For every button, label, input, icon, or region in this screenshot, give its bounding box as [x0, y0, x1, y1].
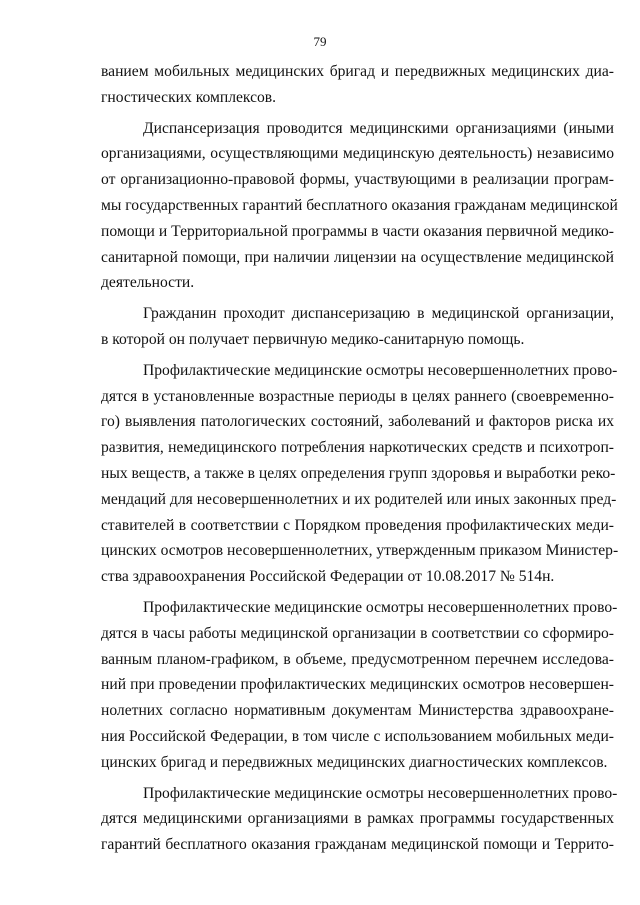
text-line: ний при проведении профилактических медицинских осмотров несовершен- [101, 676, 614, 694]
text-line: го) выявления патологических состояний, заболеваний и факторов риска их [101, 413, 614, 431]
text-line: цинских осмотров несовершеннолетних, утвержденным приказом Министер- [101, 542, 619, 560]
text-line: Профилактические медицинские осмотры несовершеннолетних прово- [143, 784, 618, 802]
text-line: Профилактические медицинские осмотры несовершеннолетних прово- [143, 598, 618, 616]
text-line: дятся в установленные возрастные периоды в целях раннего (своевременно- [101, 387, 614, 405]
paragraph [101, 781, 618, 858]
paragraph [101, 59, 614, 111]
text-line: организациями, осуществляющими медицинскую деятельность) независимо [101, 145, 614, 163]
text-line: ния Российской Федерации, в том числе с использованием мобильных меди- [101, 727, 614, 745]
text-line: ных веществ, а также в целях определения групп здоровья и выработки реко- [101, 464, 616, 482]
text-line: развития, немедицинского потребления наркотических средств и психотроп- [101, 439, 614, 457]
text-line: от организационно-правовой формы, участвующими в реализации програм- [101, 171, 614, 189]
text-line: гностических комплексов. [101, 88, 277, 106]
text-line: Диспансеризация проводится медицинскими организациями (иными [143, 119, 614, 137]
paragraph [101, 358, 619, 590]
text-line: гарантий бесплатного оказания гражданам медицинской помощи и Террито- [101, 836, 614, 854]
text-line: Гражданин проходит диспансеризацию в медицинской организации, [143, 305, 614, 323]
text-line: дятся медицинскими организациями в рамках программы государственных [101, 810, 614, 828]
text-line: деятельности. [101, 274, 195, 292]
text-line: в которой он получает первичную медико-санитарную помощь. [101, 330, 525, 348]
text-line: Профилактические медицинские осмотры несовершеннолетних прово- [143, 361, 618, 379]
text-line: ванным планом-графиком, в объеме, предусмотренном перечнем исследова- [101, 650, 614, 668]
paragraph [101, 116, 618, 297]
text-line: ванием мобильных медицинских бригад и передвижных медицинских диа- [101, 63, 614, 80]
paragraph [101, 595, 618, 776]
paragraph [101, 301, 614, 353]
text-line: цинских бригад и передвижных медицинских диагностических комплексов. [101, 753, 608, 771]
text-line: помощи и Территориальной программы в части оказания первичной медико- [101, 222, 614, 240]
text-line: ставителей в соответствии с Порядком проведения профилактических меди- [101, 516, 614, 534]
document-body [101, 59, 619, 858]
text-line: мы государственных гарантий бесплатного оказания гражданам медицинской [101, 196, 618, 214]
text-line: дятся в часы работы медицинской организации в соответствии со сформиро- [101, 624, 614, 642]
text-line: нолетних согласно нормативным документам Министерства здравоохране- [101, 702, 614, 720]
text-line: санитарной помощи, при наличии лицензии на осуществление медицинской [101, 248, 614, 266]
text-line: мендаций для несовершеннолетних и их родителей или иных законных пред- [101, 490, 617, 508]
text-line: ства здравоохранения Российской Федерации от 10.08.2017 № 514н. [101, 568, 555, 586]
page-number: 79 [313, 34, 327, 49]
